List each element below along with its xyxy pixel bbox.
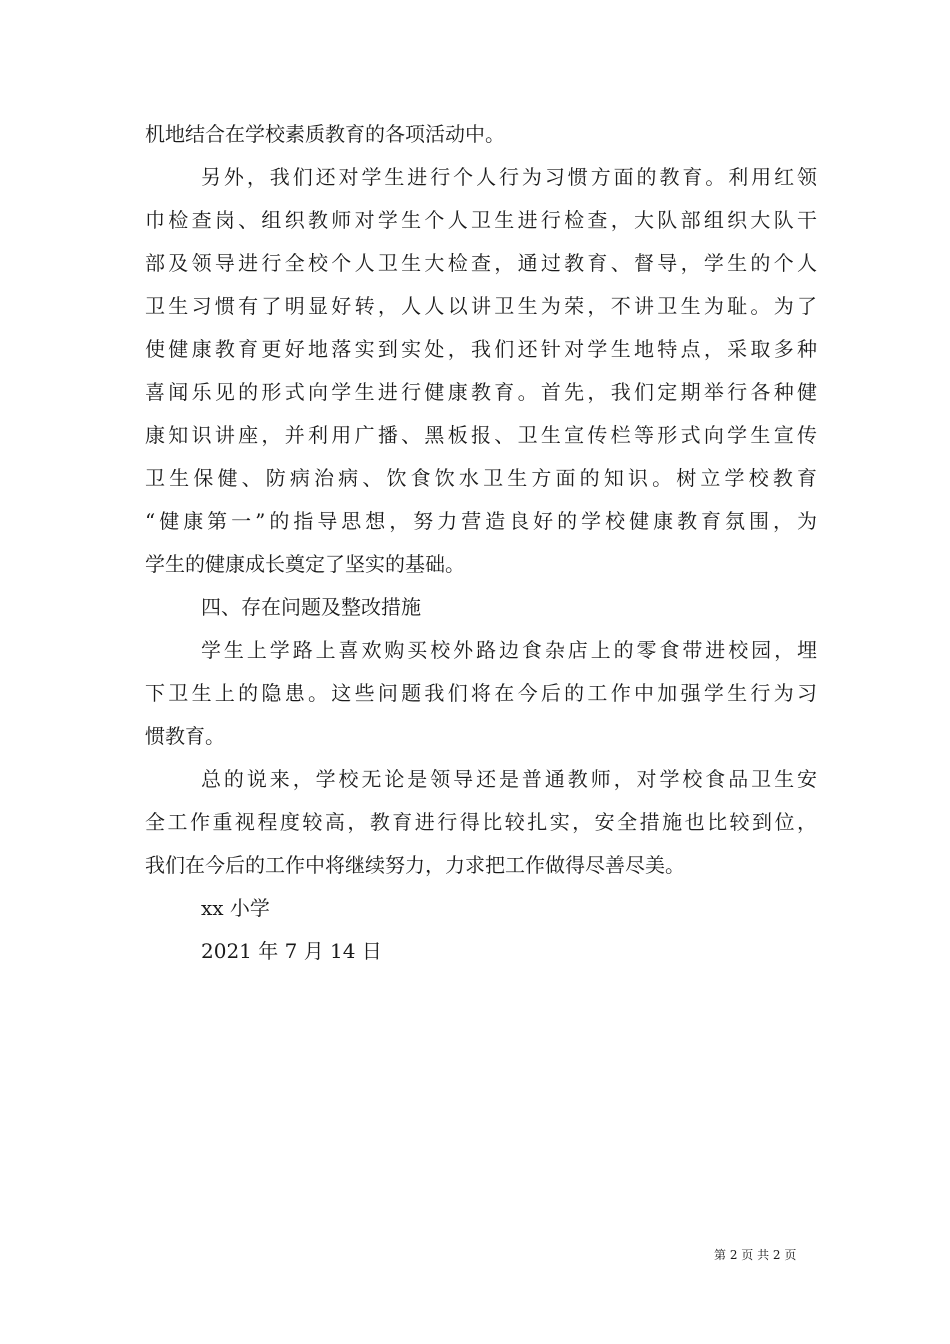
section-heading: 四、存在问题及整改措施 [201,595,421,619]
signature-school: xx 小学 [201,896,270,920]
text-line: 卫生保健、防病治病、饮食饮水卫生方面的知识。树立学校教育 [145,466,817,490]
page-number: 第 2 页 共 2 页 [714,1248,797,1262]
text-line: 全工作重视程度较高，教育进行得比较扎实，安全措施也比较到位， [145,810,817,834]
text-line: 惯教育。 [145,724,225,748]
text-line: 部及领导进行全校个人卫生大检查，通过教育、督导，学生的个人 [145,251,817,275]
text-line: 卫生习惯有了明显好转，人人以讲卫生为荣，不讲卫生为耻。为了 [145,294,817,318]
text-line: 下卫生上的隐患。这些问题我们将在今后的工作中加强学生行为习 [145,681,817,705]
text-line: 学生的健康成长奠定了坚实的基础。 [145,552,465,576]
text-line: 总的说来，学校无论是领导还是普通教师，对学校食品卫生安 [201,767,817,791]
text-line: 喜闻乐见的形式向学生进行健康教育。首先，我们定期举行各种健 [145,380,817,404]
signature-date: 2021 年 7 月 14 日 [201,939,382,963]
text-line: 机地结合在学校素质教育的各项活动中。 [145,122,505,146]
text-line: 康知识讲座，并利用广播、黑板报、卫生宣传栏等形式向学生宣传 [145,423,817,447]
text-line: 另外，我们还对学生进行个人行为习惯方面的教育。利用红领 [201,165,817,189]
text-line: 我们在今后的工作中将继续努力，力求把工作做得尽善尽美。 [145,853,685,877]
text-line: “健康第一”的指导思想，努力营造良好的学校健康教育氛围，为 [145,509,817,533]
text-line: 巾检查岗、组织教师对学生个人卫生进行检查，大队部组织大队干 [145,208,817,232]
document-body [145,113,817,973]
text-line: 学生上学路上喜欢购买校外路边食杂店上的零食带进校园，埋 [201,638,817,662]
text-line: 使健康教育更好地落实到实处，我们还针对学生地特点，采取多种 [145,337,817,361]
